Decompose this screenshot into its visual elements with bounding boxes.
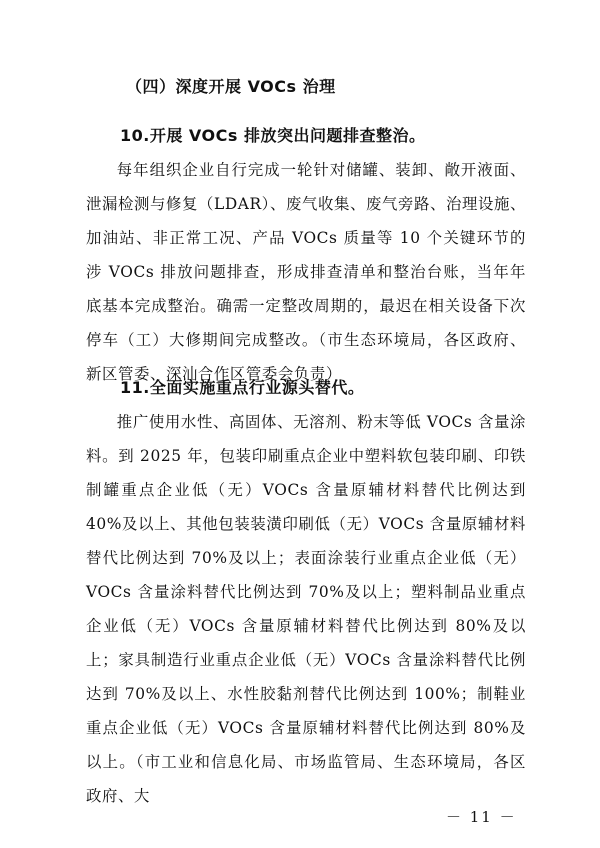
section-heading: （四）深度开展 VOCs 治理 [126, 77, 336, 96]
section-10 [86, 119, 526, 391]
page-number: － 11 － [446, 808, 517, 826]
section-11 [86, 371, 526, 813]
section-11-title: 11.全面实施重点行业源头替代。 [120, 378, 365, 397]
section-10-body: 每年组织企业自行完成一轮针对储罐、装卸、敞开液面、泄漏检测与修复（LDAR）、废气收集、废气旁路、治理设施、加油站、非正常工况、产品 VOCs 质量等 10 个关键环节的涉 VOCs 排放问题排查，形成排查清单和整治台账，当年年底基本完成整治。确需一定整改周期的，最迟在相关设备下次停车（工）大修期间完成整改。（市生态环境局，各区政府、新区管委、深汕合作区管委会负责） [86, 161, 526, 383]
section-10-title: 10.开展 VOCs 排放突出问题排查整治。 [120, 126, 426, 145]
section-11-body: 推广使用水性、高固体、无溶剂、粉末等低 VOCs 含量涂料。到 2025 年，包装印刷重点企业中塑料软包装印刷、印铁制罐重点企业低（无）VOCs 含量原辅材料替代比例达到 40%及以上、其他包装装潢印刷低（无）VOCs 含量原辅材料替代比例达到 70%及以上；表面涂装行业重点企业低（无）VOCs 含量涂料替代比例达到 70%及以上；塑料制品业重点企业低（无）VOCs 含量原辅材料替代比例达到 80%及以上；家具制造行业重点企业低（无）VOCs 含量涂料替代比例达到 70%及以上、水性胶黏剂替代比例达到 100%；制鞋业重点企业低（无）VOCs 含量原辅材料替代比例达到 80%及以上。（市工业和信息化局、市场监管局、生态环境局，各区政府、大 [86, 413, 526, 805]
